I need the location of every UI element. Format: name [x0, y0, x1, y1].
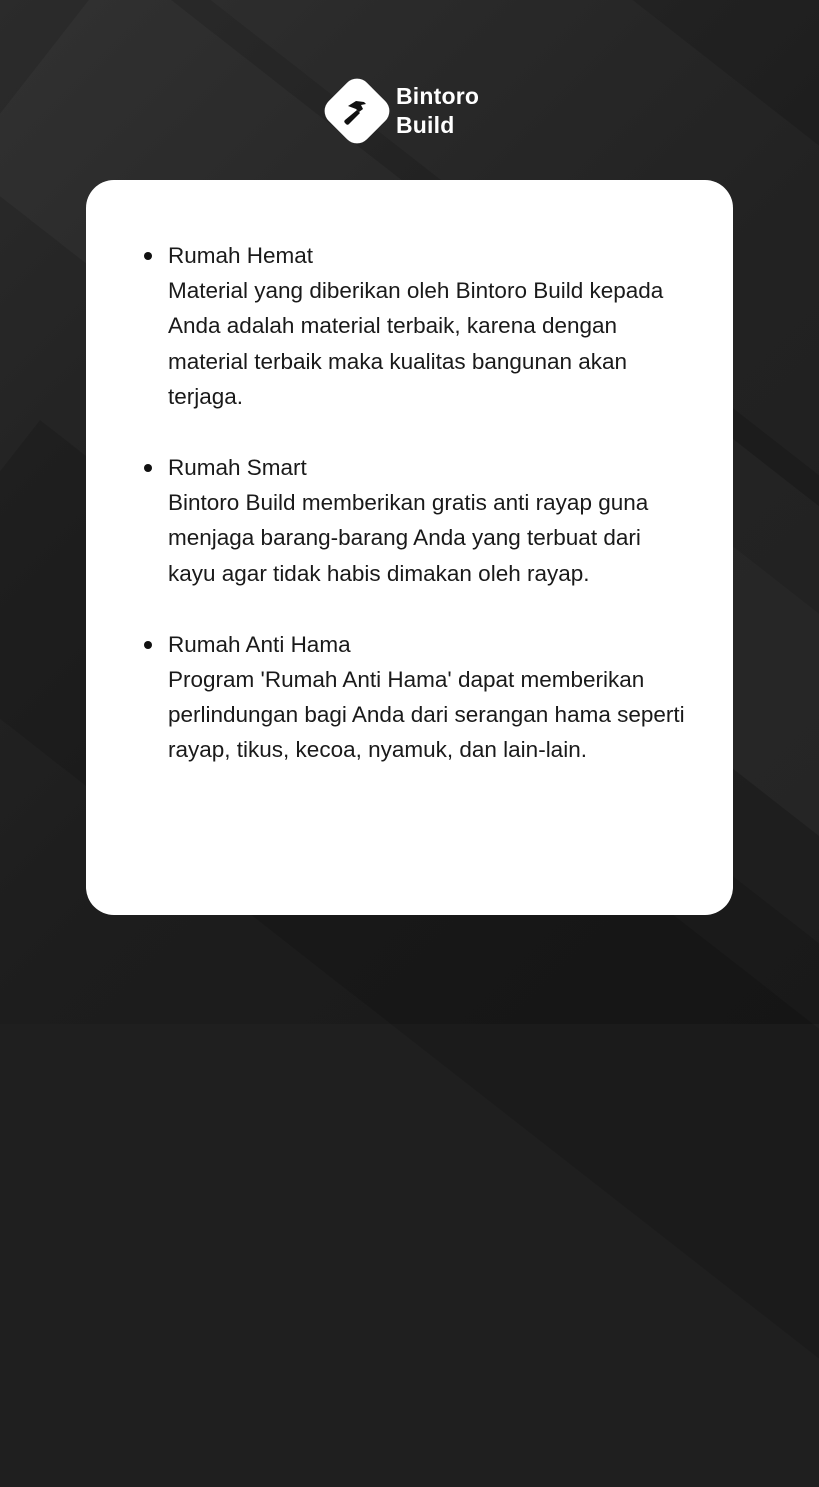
- bullet-icon: [144, 252, 152, 260]
- bullet-icon: [144, 464, 152, 472]
- item-description: Material yang diberikan oleh Bintoro Build kepada Anda adalah material terbaik, karena dengan material terbaik maka kualitas bangunan akan terjaga.: [168, 278, 664, 409]
- item-title: Rumah Smart: [168, 455, 307, 481]
- bullet-icon: [144, 641, 152, 649]
- brand-name-line1: Bintoro: [396, 83, 480, 109]
- list-item: [144, 450, 693, 591]
- features-card: [86, 180, 733, 915]
- item-description: Bintoro Build memberikan gratis anti rayap guna menjaga barang-barang Anda yang terbuat dari kayu agar tidak habis dimakan oleh rayap.: [168, 490, 649, 586]
- list-item: [144, 627, 693, 768]
- hammer-icon: [339, 93, 375, 129]
- brand-name: [396, 82, 479, 140]
- item-description: Program 'Rumah Anti Hama' dapat memberikan perlindungan bagi Anda dari serangan hama seperti rayap, tikus, kecoa, nyamuk, dan lain-lain.: [168, 667, 685, 763]
- brand-header: [330, 82, 479, 140]
- logo: [319, 73, 395, 149]
- list-item: [144, 238, 693, 414]
- brand-name-line2: Build: [396, 112, 455, 138]
- item-title: Rumah Hemat: [168, 243, 314, 268]
- item-title: Rumah Anti Hama: [168, 631, 351, 657]
